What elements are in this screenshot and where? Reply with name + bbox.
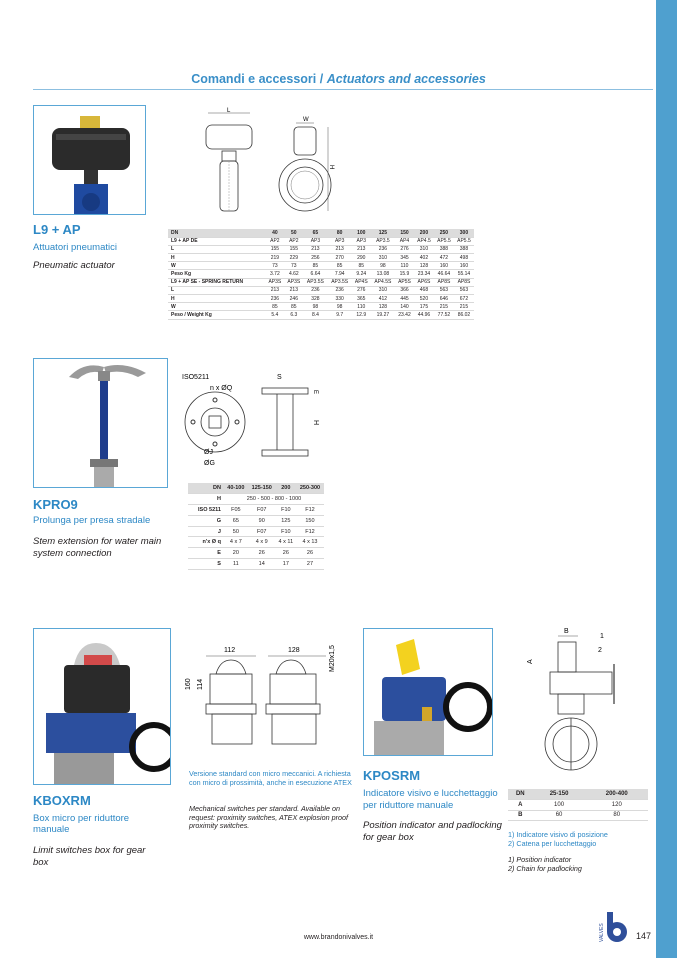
table-cell: 11 [224, 559, 248, 570]
actuator-photo [33, 105, 146, 215]
section-subtitle-en: Stem extension for water main system connection [33, 536, 162, 559]
table-cell: L9 + AP SE - SPRING RETURN [168, 278, 265, 286]
table-cell: G [188, 515, 224, 526]
table-cell: F07 [248, 505, 276, 516]
table-cell: 520 [414, 295, 434, 303]
table-cell: 236 [328, 286, 352, 294]
dim-label-j: ØJ [204, 449, 213, 456]
table-cell: 256 [303, 254, 327, 262]
dim-label-h2: H [312, 420, 319, 426]
table-row [168, 254, 474, 262]
dim-label-2: 2 [598, 647, 602, 654]
table-cell: 9.7 [328, 311, 352, 319]
table-cell: 12.9 [352, 311, 371, 319]
table-cell: 229 [284, 254, 303, 262]
table-cell: AP4.5S [371, 278, 395, 286]
table-cell: 40 [265, 229, 284, 237]
table-cell: 155 [265, 245, 284, 253]
legend-en [508, 856, 582, 873]
table-cell: S [188, 559, 224, 570]
table-cell: AP5S [395, 278, 414, 286]
table-row [188, 537, 324, 548]
table-cell: 160 [454, 262, 474, 270]
table-cell: 55.14 [454, 270, 474, 278]
table-row [168, 295, 474, 303]
position-indicator-photo [363, 628, 493, 756]
table-cell: 13.08 [371, 270, 395, 278]
table-cell: 14 [248, 559, 276, 570]
table-cell: 328 [303, 295, 327, 303]
table-cell: AP4S [352, 278, 371, 286]
table-cell: 86.02 [454, 311, 474, 319]
dim-label-112: 112 [224, 647, 236, 654]
table-cell: 100 [352, 229, 371, 237]
dimensions-table-kpro9 [188, 483, 324, 570]
dim-label-g: ØG [204, 460, 215, 467]
table-row [168, 278, 474, 286]
table-cell: 100 [533, 800, 586, 811]
table-cell: 200 [414, 229, 434, 237]
table-cell: F07 [248, 526, 276, 537]
table-row [508, 800, 648, 811]
table-cell: 402 [414, 254, 434, 262]
table-row [188, 515, 324, 526]
table-cell: 40-100 [224, 483, 248, 494]
section-subtitle: Prolunga per presa stradale [33, 515, 151, 526]
table-cell: 236 [303, 286, 327, 294]
table-cell: 85 [352, 262, 371, 270]
table-cell: 310 [371, 286, 395, 294]
dim-label-a: A [527, 659, 534, 664]
dim-label-iso: ISO5211 [182, 374, 210, 381]
table-cell: 26 [276, 548, 296, 559]
table-cell: B [508, 810, 533, 821]
dim-label-160: 160 [185, 678, 192, 690]
table-cell: 125 [371, 229, 395, 237]
table-cell: AP4 [395, 237, 414, 245]
table-cell: 98 [328, 303, 352, 311]
table-cell: F10 [276, 526, 296, 537]
table-cell: 300 [454, 229, 474, 237]
table-cell: 563 [434, 286, 454, 294]
table-cell: 110 [395, 262, 414, 270]
table-cell: 175 [414, 303, 434, 311]
table-cell: 85 [284, 303, 303, 311]
table-cell: 445 [395, 295, 414, 303]
table-cell: 365 [352, 295, 371, 303]
table-cell: DN [508, 789, 533, 800]
table-cell: 150 [395, 229, 414, 237]
section-title: KPOSRM [363, 768, 421, 783]
table-cell: 213 [328, 245, 352, 253]
table-cell: 26 [248, 548, 276, 559]
table-cell: 25-150 [533, 789, 586, 800]
limit-switch-box-photo [33, 628, 171, 785]
table-cell: 98 [371, 262, 395, 270]
limit-switch-box-drawing [176, 642, 346, 762]
table-cell: H [188, 494, 224, 505]
table-cell: 3.72 [265, 270, 284, 278]
table-cell: 80 [586, 810, 648, 821]
table-cell: DN [168, 229, 265, 237]
section-title: KPRO9 [33, 497, 78, 512]
table-cell: 345 [395, 254, 414, 262]
table-cell: 85 [328, 262, 352, 270]
section-subtitle: Attuatori pneumatici [33, 242, 117, 253]
table-cell: Peso Kg [168, 270, 265, 278]
table-cell: 27 [296, 559, 324, 570]
table-cell: 330 [328, 295, 352, 303]
section-title: KBOXRM [33, 793, 91, 808]
table-row [508, 810, 648, 821]
table-cell: 646 [434, 295, 454, 303]
side-color-bar [656, 0, 677, 958]
table-cell: W [168, 262, 265, 270]
table-cell: AP3.5 [371, 237, 395, 245]
table-row [168, 270, 474, 278]
table-cell: 498 [454, 254, 474, 262]
header-divider [33, 89, 653, 90]
table-row [188, 494, 324, 505]
table-row [188, 559, 324, 570]
table-row [188, 526, 324, 537]
table-cell: 215 [434, 303, 454, 311]
table-cell: H [168, 295, 265, 303]
t2-header [188, 483, 324, 494]
table-cell: 4 x 11 [276, 537, 296, 548]
table-cell: A [508, 800, 533, 811]
table-cell: 73 [284, 262, 303, 270]
table-cell: AP3 [352, 237, 371, 245]
table-cell: 23.34 [414, 270, 434, 278]
dim-label-s: S [277, 374, 282, 381]
table-cell: L [168, 286, 265, 294]
page-title: Comandi e accessori / Actuators and accessories [191, 72, 486, 86]
table-cell: 213 [284, 286, 303, 294]
table-cell: AP5.5 [434, 237, 454, 245]
table-cell: AP4.5 [414, 237, 434, 245]
dim-label-h: H [328, 165, 334, 170]
table-cell: 213 [303, 245, 327, 253]
table-cell: 155 [284, 245, 303, 253]
table-cell: L9 + AP DE [168, 237, 265, 245]
table-cell: 563 [454, 286, 474, 294]
dim-label-e: E [312, 390, 318, 395]
table-cell: 26 [296, 548, 324, 559]
stem-extension-photo [33, 358, 168, 488]
table-cell: n'x Ø q [188, 537, 224, 548]
table-cell: 128 [414, 262, 434, 270]
table-cell: 150 [296, 515, 324, 526]
table-row [168, 311, 474, 319]
legend-it-2: 2) Catena per lucchettaggio [508, 838, 597, 848]
table-row [168, 262, 474, 270]
table-cell: 290 [352, 254, 371, 262]
table-cell: H [168, 254, 265, 262]
table-cell: DN [188, 483, 224, 494]
table-cell: 310 [371, 254, 395, 262]
dim-label-thread: M20x1,5 [329, 645, 336, 672]
legend-en-1: 1) Position indicator [508, 855, 572, 864]
table-cell: 125-150 [248, 483, 276, 494]
table-cell: 20 [224, 548, 248, 559]
table-cell: AP8S [434, 278, 454, 286]
brand-word: VALVES [599, 923, 605, 942]
dim-label-w: W [303, 117, 309, 123]
table-cell: 77.52 [434, 311, 454, 319]
table-cell: 85 [303, 262, 327, 270]
section-subtitle: Box micro per riduttore manuale [33, 813, 130, 835]
table-cell: 120 [586, 800, 648, 811]
table-cell: 125 [276, 515, 296, 526]
t1-header [168, 229, 474, 237]
table-row [168, 237, 474, 245]
table-row [188, 548, 324, 559]
table-cell: 6.3 [284, 311, 303, 319]
table-cell: AP3.5S [328, 278, 352, 286]
t3-header [508, 789, 648, 800]
table-cell: 4 x 7 [224, 537, 248, 548]
table-cell: 60 [533, 810, 586, 821]
table-cell: 213 [352, 245, 371, 253]
table-cell: 246 [284, 295, 303, 303]
table-cell: 6.64 [303, 270, 327, 278]
dimensions-table-kposrm [508, 789, 648, 821]
table-cell: 276 [395, 245, 414, 253]
table-cell: 110 [352, 303, 371, 311]
table-cell: 65 [303, 229, 327, 237]
table-cell: 19.27 [371, 311, 395, 319]
table-cell: 4 x 13 [296, 537, 324, 548]
table-cell: 270 [328, 254, 352, 262]
table-cell: 73 [265, 262, 284, 270]
table-cell: AP3S [284, 278, 303, 286]
table-cell: AP3.5S [303, 278, 327, 286]
table-row [188, 505, 324, 516]
section-subtitle: Indicatore visivo e lucchettaggio per riduttore manuale [363, 788, 498, 811]
table-cell: 5.4 [265, 311, 284, 319]
table-cell: AP2 [284, 237, 303, 245]
table-cell: 160 [434, 262, 454, 270]
table-cell: W [168, 303, 265, 311]
table-cell: 310 [414, 245, 434, 253]
table-cell: AP3 [328, 237, 352, 245]
legend-it [508, 831, 608, 848]
table-cell: F12 [296, 526, 324, 537]
table-cell: 276 [352, 286, 371, 294]
table-cell: Peso / Weight Kg [168, 311, 265, 319]
table-cell: 672 [454, 295, 474, 303]
table-cell: 8.4 [303, 311, 327, 319]
table-cell: 472 [434, 254, 454, 262]
note-en: Mechanical switches per standard. Available on request: proximity switches, ATEX explosion proof proximity switches. [189, 804, 348, 831]
table-row [168, 286, 474, 294]
table-cell: 50 [284, 229, 303, 237]
note-it: Versione standard con micro meccanici. A richiesta con micro di prossimità, anche in esecuzione ATEX [189, 769, 352, 787]
table-cell: AP3S [265, 278, 284, 286]
table-cell: 200 [276, 483, 296, 494]
table-cell: F10 [276, 505, 296, 516]
table-cell: F05 [224, 505, 248, 516]
table-cell: AP5.5 [454, 237, 474, 245]
position-indicator-drawing [520, 624, 640, 784]
actuator-drawing [188, 105, 348, 220]
table-cell: 9.24 [352, 270, 371, 278]
table-cell: 85 [265, 303, 284, 311]
table-cell: 80 [328, 229, 352, 237]
brand-logo [597, 912, 629, 944]
table-cell: 140 [395, 303, 414, 311]
dimensions-table-l9 [168, 229, 474, 320]
table-cell: 250 - 500 - 800 - 1000 [224, 494, 324, 505]
table-cell: 98 [303, 303, 327, 311]
table-cell: 250-300 [296, 483, 324, 494]
table-cell: E [188, 548, 224, 559]
section-subtitle-en: Position indicator and padlocking for gear box [363, 820, 502, 843]
table-cell: 236 [371, 245, 395, 253]
table-cell: 65 [224, 515, 248, 526]
table-cell: 17 [276, 559, 296, 570]
table-cell: 46.64 [434, 270, 454, 278]
table-cell: 128 [371, 303, 395, 311]
section-subtitle-en: Pneumatic actuator [33, 260, 115, 271]
page-number: 147 [636, 931, 652, 941]
table-cell: AP2 [265, 237, 284, 245]
section-subtitle-en: Limit switches box for gear box [33, 845, 146, 868]
dim-label-b: B [564, 628, 569, 635]
table-cell: J [188, 526, 224, 537]
legend-it-1: 1) Indicatore visivo di posizione [508, 830, 608, 839]
table-cell: 388 [454, 245, 474, 253]
dim-label-128: 128 [288, 647, 300, 654]
table-cell: 219 [265, 254, 284, 262]
table-cell: 388 [434, 245, 454, 253]
table-row [168, 245, 474, 253]
table-cell: 23.42 [395, 311, 414, 319]
table-cell: 213 [265, 286, 284, 294]
table-cell: 15.9 [395, 270, 414, 278]
table-cell: 4 x 9 [248, 537, 276, 548]
section-title: L9 + AP [33, 222, 81, 237]
table-cell: 90 [248, 515, 276, 526]
dim-label-l: L [227, 108, 231, 114]
table-cell: 44.96 [414, 311, 434, 319]
table-cell: AP8S [454, 278, 474, 286]
dim-label-1: 1 [600, 633, 604, 640]
table-cell: AP3 [303, 237, 327, 245]
footer-url: www.brandonivalves.it [303, 934, 374, 941]
stem-extension-drawing [182, 370, 342, 470]
table-cell: 366 [395, 286, 414, 294]
table-cell: ISO 5211 [188, 505, 224, 516]
table-cell: 4.62 [284, 270, 303, 278]
table-cell: AP6S [414, 278, 434, 286]
table-cell: F12 [296, 505, 324, 516]
table-cell: 236 [265, 295, 284, 303]
legend-en-2: 2) Chain for padlocking [508, 863, 582, 873]
table-cell: 468 [414, 286, 434, 294]
table-cell: 200-400 [586, 789, 648, 800]
table-cell: 412 [371, 295, 395, 303]
dim-label-bolts: n x ØQ [210, 385, 233, 392]
table-cell: L [168, 245, 265, 253]
table-cell: 7.94 [328, 270, 352, 278]
table-cell: 50 [224, 526, 248, 537]
table-cell: 250 [434, 229, 454, 237]
table-cell: 215 [454, 303, 474, 311]
dim-label-114: 114 [197, 678, 204, 690]
table-row [168, 303, 474, 311]
